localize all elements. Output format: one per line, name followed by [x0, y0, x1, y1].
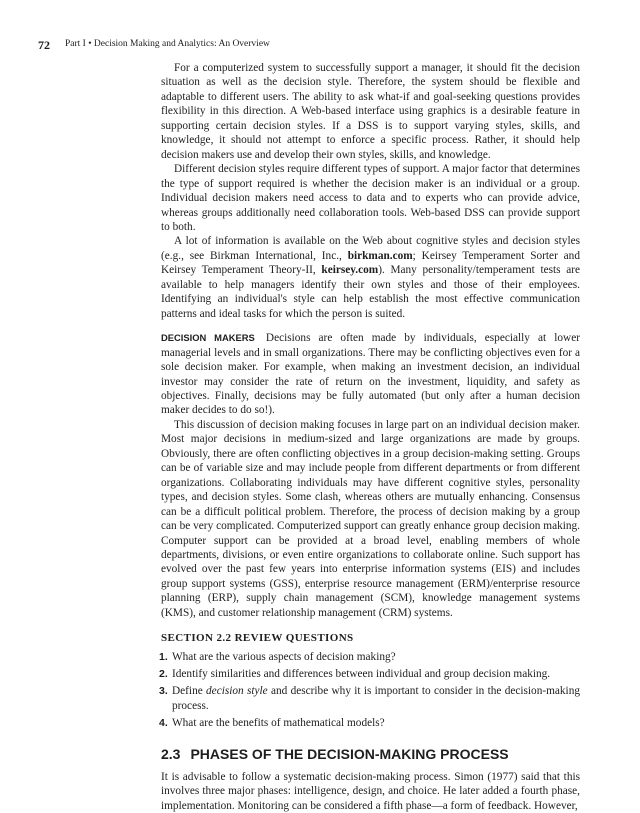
- question-number: 3.: [159, 685, 168, 698]
- question-text: What are the various aspects of decision making?: [172, 651, 396, 664]
- question-number: 2.: [159, 668, 168, 681]
- birkman-link[interactable]: birkman.com: [347, 249, 413, 262]
- body-paragraph: This discussion of decision making focuses in large part on an individual decision maker. Most major decisions in medium-sized and large organizations are made by groups. Obviously, there are often conflicting objectives in a group decision-making setting. Groups can be of variable size and may include people from different departments or from different organizations. Collaborating individuals may have different cognitive styles, personality types, and decision styles. Some clash, whereas others are mutually enhancing. Consensus can be a difficult political problem. Therefore, the process of decision making by a group can be very complicated. Computerized support can greatly enhance group decision making. Computer support can be provided at a broad level, enabling members of whole departments, divisions, or even entire organizations to collaborate online. Such support has evolved over the past few years into enterprise information systems (EIS) and includes group support systems (GSS), enterprise resource management (ERM)/enterprise resource planning (ERP), supply chain management (SCM), knowledge management systems (KMS), and customer relationship management (CRM) systems.: [161, 418, 580, 619]
- body-paragraph: For a computerized system to successfully support a manager, it should fit the decision situation as well as the decision style. Therefore, the system should be flexible and adaptable to different users. The ability to ask what-if and goal-seeking questions provides flexibility in this direction. A Web-based interface using graphics is a desirable feature in supporting certain decision styles. If a DSS is to support varying styles, skills, and knowledge, it should not attempt to enforce a specific process. Rather, it should help decision makers use and develop their own styles, skills, and knowledge.: [161, 62, 580, 161]
- question-number: 4.: [159, 716, 168, 729]
- text-run: ; Keirsey Temperament Sorter and Keirsey Temperament Theory-II,: [161, 249, 580, 277]
- section-title: PHASES OF THE DECISION-MAKING PROCESS: [190, 745, 509, 762]
- page-number: 72: [38, 38, 50, 52]
- main-column: [161, 61, 580, 813]
- text-run: ). Many personality/temperament tests are available to help managers identify their own styles and those of their employees. Identifying an individual's style can help establish the most effective communication patterns and ideal tasks for which the person is suited.: [161, 264, 580, 320]
- list-item: [161, 684, 580, 713]
- section-number: 2.3: [161, 745, 181, 762]
- list-item: [161, 650, 580, 664]
- question-term: decision style: [206, 685, 268, 698]
- body-paragraph: Different decision styles require different types of support. A major factor that determines the type of support required is whether the decision maker is an individual or a group. Individual decision makers need access to data and to experts who can provide advice, whereas groups additionally need collaboration tools. Web-based DSS can provide support to both.: [161, 163, 580, 233]
- list-item: [161, 667, 580, 681]
- text-run: Decisions are often made by individuals, especially at lower managerial levels and in small organizations. There may be conflicting objectives even for a sole decision maker. For example, when making an investment decision, an individual investor may consider the rate of return on the investment, liquidity, and safety as objectives. Finally, decisions may be fully automated (but only after a human decision maker decides to do so!).: [161, 332, 580, 417]
- body-paragraph: It is advisable to follow a systematic decision-making process. Simon (1977) said that this involves three major phases: intelligence, design, and choice. He later added a fourth phase, implementation. Monitoring can be considered a fifth phase—a form of feedback. However,: [161, 770, 580, 812]
- question-text: Define: [172, 685, 207, 698]
- decision-makers-paragraph: [161, 331, 580, 418]
- page-header: [38, 38, 598, 52]
- question-number: 1.: [159, 651, 168, 664]
- section-heading: [161, 746, 580, 762]
- review-questions-list: [161, 650, 580, 730]
- list-item: [161, 716, 580, 730]
- text-run: A lot of information is available on the Web about cognitive styles and decision styles (e.g., see Birkman International, Inc.,: [161, 235, 580, 262]
- decision-makers-heading: DECISION MAKERS: [161, 332, 255, 344]
- keirsey-link[interactable]: keirsey.com: [321, 264, 379, 277]
- question-text: Identify similarities and differences between individual and group decision making.: [172, 668, 551, 681]
- body-paragraph-styles: [161, 234, 580, 321]
- question-text: and describe why it is important to consider in the decision-making process.: [172, 685, 580, 712]
- review-questions-heading: SECTION 2.2 REVIEW QUESTIONS: [161, 632, 354, 645]
- running-head: Part I • Decision Making and Analytics: An Overview: [65, 39, 270, 49]
- question-text: What are the benefits of mathematical models?: [172, 716, 385, 729]
